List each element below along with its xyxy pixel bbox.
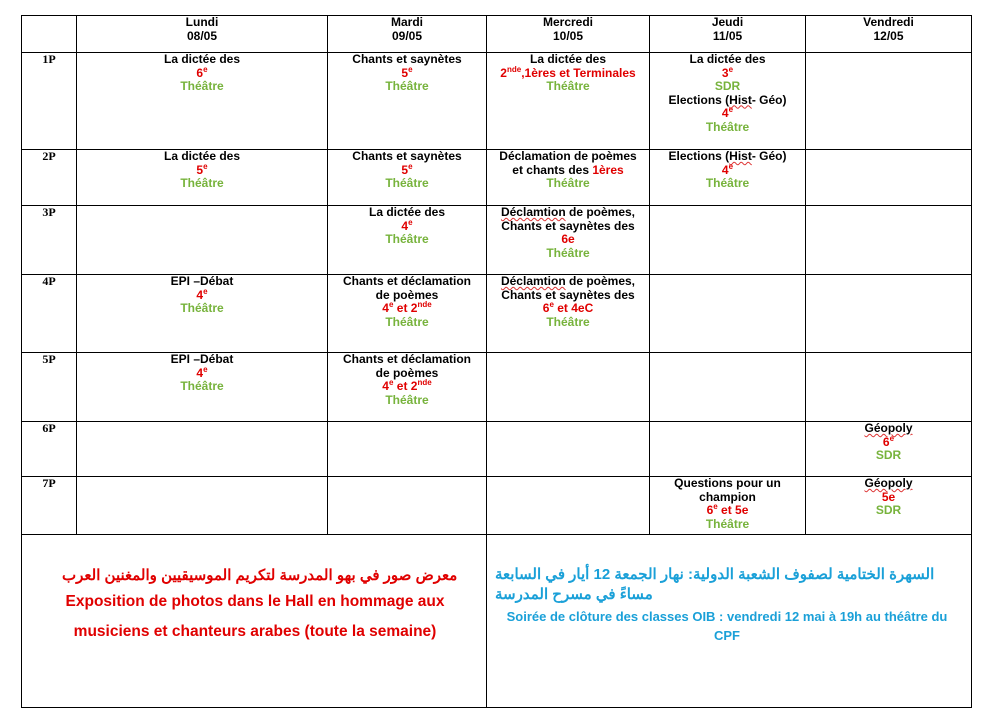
schedule-cell-jeudi bbox=[650, 275, 806, 353]
superscript: e bbox=[203, 64, 208, 74]
activity-line bbox=[328, 53, 486, 67]
superscript: e bbox=[203, 161, 208, 171]
activity-line bbox=[806, 477, 971, 491]
activity-text-continued: et 2 bbox=[393, 379, 418, 393]
activity-text: Chants et saynètes des bbox=[501, 287, 635, 302]
activity-text: SDR bbox=[875, 503, 902, 517]
activity-text: 3 bbox=[721, 65, 729, 80]
schedule-cell-lundi bbox=[77, 53, 328, 150]
activity-line bbox=[650, 53, 805, 67]
schedule-cell-vendredi bbox=[806, 275, 972, 353]
footer-row bbox=[22, 535, 972, 708]
schedule-cell-mardi bbox=[328, 206, 487, 275]
activity-line bbox=[77, 286, 327, 303]
activity-text: 4 bbox=[382, 301, 389, 315]
activity-line bbox=[806, 422, 971, 436]
schedule-cell-mercredi bbox=[487, 422, 650, 477]
schedule-cell-lundi bbox=[77, 477, 328, 535]
schedule-cell-jeudi bbox=[650, 477, 806, 535]
activity-text: 4 bbox=[401, 218, 409, 233]
footer-exhibition-note bbox=[22, 535, 487, 708]
schedule-cell-mercredi bbox=[487, 206, 650, 275]
schedule-cell-mercredi bbox=[487, 353, 650, 422]
activity-line bbox=[328, 64, 486, 81]
superscript: e bbox=[388, 300, 394, 309]
superscript: e bbox=[728, 161, 734, 171]
activity-line bbox=[487, 64, 649, 81]
activity-line bbox=[328, 161, 486, 178]
period-label: 7P bbox=[22, 477, 77, 535]
activity-text-continued: 1ères bbox=[592, 162, 624, 177]
activity-text: Elections (Hist- Géo) bbox=[668, 92, 787, 107]
activity-line bbox=[487, 177, 649, 191]
activity-line bbox=[487, 206, 649, 220]
activity-text: Théâtre bbox=[180, 176, 224, 190]
day-header-mardi: Mardi 09/05 bbox=[328, 16, 487, 53]
activity-text: de poèmes bbox=[375, 287, 439, 302]
activity-text: 4 bbox=[196, 287, 204, 302]
superscript: e bbox=[203, 364, 208, 374]
activity-line bbox=[487, 302, 649, 316]
schedule-cell-lundi bbox=[77, 150, 328, 206]
activity-line bbox=[650, 121, 805, 135]
schedule-cell-mercredi bbox=[487, 477, 650, 535]
activity-text: Déclamtion de poèmes, bbox=[500, 274, 636, 288]
activity-text: Théâtre bbox=[180, 79, 224, 93]
activity-text: Théâtre bbox=[385, 314, 429, 329]
activity-text: 5 bbox=[196, 162, 204, 177]
activity-line bbox=[328, 206, 486, 220]
activity-text: Théâtre bbox=[546, 176, 590, 190]
activity-text: 2 bbox=[500, 65, 507, 80]
activity-line bbox=[77, 64, 327, 81]
period-row bbox=[22, 53, 972, 150]
activity-line bbox=[806, 433, 971, 450]
activity-line bbox=[650, 518, 805, 532]
activity-line bbox=[487, 275, 649, 289]
day-header-vendredi: Vendredi 12/05 bbox=[806, 16, 972, 53]
activity-text: Théâtre bbox=[546, 79, 590, 93]
activity-text: 4 bbox=[721, 106, 729, 120]
superscript: e bbox=[203, 286, 208, 296]
schedule-cell-jeudi bbox=[650, 422, 806, 477]
activity-line bbox=[328, 233, 486, 247]
activity-text: La dictée des bbox=[368, 205, 446, 219]
schedule-cell-vendredi bbox=[806, 53, 972, 150]
schedule-cell-vendredi bbox=[806, 477, 972, 535]
superscript: e bbox=[388, 378, 394, 387]
schedule-cell-vendredi bbox=[806, 353, 972, 422]
activity-text: Théâtre bbox=[385, 392, 429, 407]
schedule-cell-mercredi bbox=[487, 53, 650, 150]
period-label: 6P bbox=[22, 422, 77, 477]
activity-text: Chants et saynètes des bbox=[501, 218, 635, 233]
schedule-cell-mercredi bbox=[487, 150, 650, 206]
activity-line bbox=[328, 177, 486, 191]
activity-text: Déclamtion de poèmes, bbox=[500, 205, 636, 219]
activity-text-continued: ,1ères et Terminales bbox=[521, 65, 636, 80]
schedule-cell-mardi bbox=[328, 353, 487, 422]
superscript: e bbox=[728, 105, 734, 114]
schedule-cell-mardi bbox=[328, 275, 487, 353]
period-label: 5P bbox=[22, 353, 77, 422]
activity-line bbox=[487, 220, 649, 234]
activity-line bbox=[77, 177, 327, 191]
activity-text: La dictée des bbox=[163, 52, 241, 66]
schedule-cell-jeudi bbox=[650, 150, 806, 206]
activity-line bbox=[650, 161, 805, 178]
schedule-cell-mardi bbox=[328, 422, 487, 477]
activity-text: Théâtre bbox=[546, 245, 590, 260]
activity-line bbox=[650, 94, 805, 108]
schedule-cell-lundi bbox=[77, 353, 328, 422]
activity-line bbox=[77, 161, 327, 178]
activity-text: Géopoly bbox=[864, 476, 913, 490]
schedule-cell-lundi bbox=[77, 206, 328, 275]
activity-line bbox=[487, 164, 649, 178]
superscript: nde bbox=[506, 64, 522, 74]
activity-line bbox=[77, 275, 327, 289]
activity-text: Chants et saynètes bbox=[352, 52, 462, 66]
schedule-cell-lundi bbox=[77, 275, 328, 353]
superscript: e bbox=[408, 161, 413, 171]
schedule-cell-lundi bbox=[77, 422, 328, 477]
activity-line bbox=[650, 64, 805, 81]
activity-line bbox=[806, 491, 971, 505]
period-label: 4P bbox=[22, 275, 77, 353]
footer-closing-evening-note bbox=[487, 535, 972, 708]
activity-text: 6 bbox=[196, 65, 204, 80]
activity-line bbox=[77, 302, 327, 316]
activity-line bbox=[487, 233, 649, 247]
activity-text: Théâtre bbox=[705, 119, 750, 134]
activity-line bbox=[650, 107, 805, 121]
activity-text: Déclamation de poèmes bbox=[499, 149, 637, 163]
activity-line bbox=[77, 80, 327, 94]
activity-line bbox=[77, 380, 327, 394]
schedule-cell-vendredi bbox=[806, 206, 972, 275]
corner-cell bbox=[22, 16, 77, 53]
schedule-cell-mardi bbox=[328, 150, 487, 206]
activity-line bbox=[328, 217, 486, 234]
activity-line bbox=[650, 177, 805, 191]
activity-text-continued: et 2 bbox=[393, 301, 418, 315]
activity-line bbox=[328, 275, 486, 289]
period-row bbox=[22, 422, 972, 477]
superscript: e bbox=[408, 217, 413, 227]
activity-line bbox=[328, 367, 486, 381]
activity-text: Chants et déclamation bbox=[342, 274, 472, 288]
activity-text: Chants et saynètes bbox=[352, 149, 462, 163]
schedule-cell-vendredi bbox=[806, 150, 972, 206]
activity-text: et chants des bbox=[512, 162, 593, 177]
activity-text: Chants et déclamation bbox=[342, 352, 472, 366]
activity-text: 5 bbox=[401, 65, 409, 80]
activity-text: Théâtre bbox=[546, 314, 590, 329]
activity-text: 4 bbox=[382, 379, 389, 393]
schedule-cell-jeudi bbox=[650, 53, 806, 150]
day-header-jeudi: Jeudi 11/05 bbox=[650, 16, 806, 53]
activity-line bbox=[77, 150, 327, 164]
activity-line bbox=[328, 353, 486, 367]
schedule-table bbox=[21, 15, 972, 708]
activity-line bbox=[650, 80, 805, 94]
activity-line bbox=[806, 449, 971, 463]
activity-text: 6 bbox=[706, 503, 714, 517]
activity-text-continued: et 4eC bbox=[553, 301, 594, 315]
activity-text: La dictée des bbox=[689, 52, 766, 66]
schedule-cell-jeudi bbox=[650, 206, 806, 275]
activity-text: Théâtre bbox=[385, 79, 429, 93]
activity-text: 5e bbox=[881, 489, 896, 504]
period-row bbox=[22, 150, 972, 206]
superscript: e bbox=[728, 64, 734, 74]
activity-text: 4 bbox=[721, 162, 729, 177]
schedule-cell-vendredi bbox=[806, 422, 972, 477]
activity-text: Théâtre bbox=[705, 516, 750, 531]
period-row bbox=[22, 206, 972, 275]
activity-line bbox=[487, 316, 649, 330]
activity-line bbox=[328, 289, 486, 303]
period-label: 1P bbox=[22, 53, 77, 150]
superscript: e bbox=[713, 502, 718, 511]
activity-text: SDR bbox=[714, 79, 741, 93]
activity-text-continued: et 5e bbox=[717, 503, 749, 517]
activity-text: Théâtre bbox=[385, 232, 429, 246]
period-row bbox=[22, 275, 972, 353]
activity-text: Elections (Hist- Géo) bbox=[668, 149, 787, 163]
activity-line bbox=[487, 247, 649, 261]
activity-text: 6e bbox=[561, 232, 575, 246]
activity-line bbox=[487, 289, 649, 303]
schedule-cell-jeudi bbox=[650, 353, 806, 422]
closing-french-text: Soirée de clôture des classes OIB : vendredi 12 mai à 19h au théâtre du CPF bbox=[506, 609, 948, 643]
activity-line bbox=[328, 316, 486, 330]
activity-text: SDR bbox=[875, 448, 902, 462]
activity-text: La dictée des bbox=[529, 52, 607, 66]
exhibition-french-text: Exposition de photos dans le Hall en hommage aux musiciens et chanteurs arabes (toute la semaine) bbox=[65, 593, 445, 640]
superscript: e bbox=[408, 64, 413, 74]
period-label: 2P bbox=[22, 150, 77, 206]
activity-text: Théâtre bbox=[180, 301, 224, 315]
activity-text: Théâtre bbox=[385, 176, 429, 190]
superscript: nde bbox=[417, 378, 432, 387]
activity-line bbox=[806, 504, 971, 518]
activity-text: EPI –Débat bbox=[170, 352, 234, 366]
activity-line bbox=[77, 353, 327, 367]
activity-text: champion bbox=[699, 489, 756, 504]
superscript: e bbox=[549, 300, 554, 309]
period-label: 3P bbox=[22, 206, 77, 275]
period-row bbox=[22, 353, 972, 422]
activity-text: EPI –Débat bbox=[170, 274, 234, 288]
activity-text: 4 bbox=[196, 365, 204, 380]
activity-text: de poèmes bbox=[375, 365, 439, 380]
exhibition-arabic-text: معرض صور في بهو المدرسة لتكريم الموسيقيين والمغنين العرب bbox=[62, 567, 458, 584]
activity-line bbox=[487, 80, 649, 94]
schedule-cell-mardi bbox=[328, 477, 487, 535]
activity-line bbox=[328, 380, 486, 394]
schedule-cell-mardi bbox=[328, 53, 487, 150]
activity-line bbox=[77, 364, 327, 381]
activity-line bbox=[487, 150, 649, 164]
superscript: e bbox=[889, 433, 895, 443]
schedule-cell-mercredi bbox=[487, 275, 650, 353]
activity-text: Théâtre bbox=[180, 379, 224, 393]
superscript: nde bbox=[417, 300, 432, 309]
period-row bbox=[22, 477, 972, 535]
activity-line bbox=[650, 150, 805, 164]
activity-line bbox=[328, 80, 486, 94]
activity-line bbox=[650, 477, 805, 491]
activity-text: Géopoly bbox=[864, 421, 913, 435]
activity-text: 5 bbox=[401, 162, 409, 177]
activity-line bbox=[328, 302, 486, 316]
activity-text: Questions pour un bbox=[674, 476, 781, 490]
day-header-lundi: Lundi 08/05 bbox=[77, 16, 328, 53]
activity-line bbox=[77, 53, 327, 67]
closing-arabic-text: السهرة الختامية لصفوف الشعبة الدولية: نهار الجمعة 12 أيار في السابعة مساءً في مسرح المدرسة bbox=[495, 566, 935, 603]
activity-text: Théâtre bbox=[705, 176, 750, 190]
header-row bbox=[22, 16, 972, 53]
day-header-mercredi: Mercredi 10/05 bbox=[487, 16, 650, 53]
activity-line bbox=[650, 491, 805, 505]
activity-text: 6 bbox=[542, 301, 550, 315]
activity-text: La dictée des bbox=[163, 149, 241, 163]
activity-line bbox=[328, 150, 486, 164]
activity-text: 6 bbox=[882, 434, 890, 449]
activity-line bbox=[650, 504, 805, 518]
activity-line bbox=[328, 394, 486, 408]
